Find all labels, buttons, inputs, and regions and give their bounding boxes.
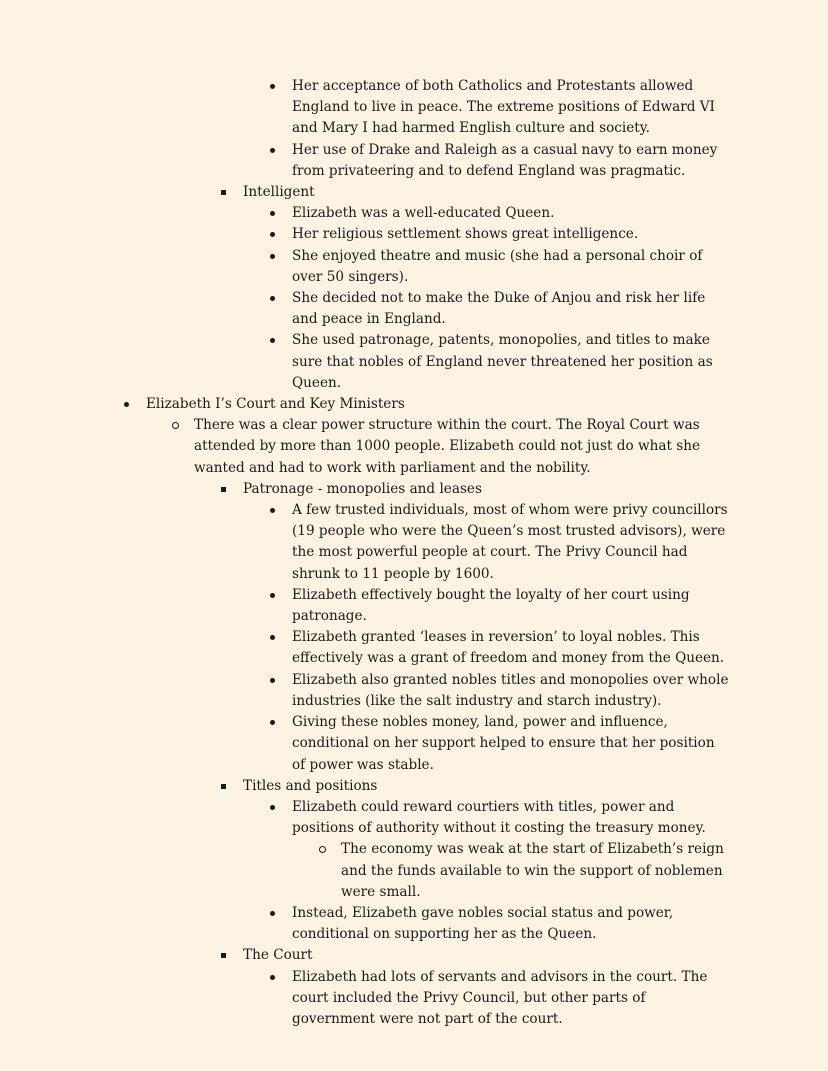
list-item (292, 712, 732, 776)
list-item (292, 246, 732, 288)
list-item-text: Her acceptance of both Catholics and Protestants allowed England to live in peace. The extreme positions of Edward VI and Mary I had harmed English culture and society. (292, 78, 715, 137)
list-item (292, 224, 732, 245)
list-item-text: There was a clear power structure within the court. The Royal Court was attended by more than 1000 people. Elizabeth could not just do what she wanted and had to work with parliament and the nobility. (194, 417, 701, 476)
list-item-text: Elizabeth had lots of servants and advisors in the court. The court included the Privy Council, but other parts of government were not part of the court. (292, 968, 708, 1027)
list-item (292, 288, 732, 330)
list-item (292, 670, 732, 712)
list-item (292, 585, 732, 627)
document-page (0, 76, 828, 1030)
list-item (292, 203, 732, 224)
list-item (292, 967, 732, 1031)
list-item (292, 140, 732, 182)
list-item-text: Elizabeth I’s Court and Key Ministers (146, 396, 405, 413)
list-item-text: Elizabeth was a well-educated Queen. (292, 205, 555, 222)
list-item-text: Instead, Elizabeth gave nobles social status and power, conditional on supporting her as the Queen. (292, 904, 674, 943)
list-item-text: Elizabeth could reward courtiers with titles, power and positions of authority without it costing the treasury money. (292, 798, 706, 837)
list-item-text: She enjoyed theatre and music (she had a personal choir of over 50 singers). (292, 247, 703, 285)
list-item-text: The Court (243, 947, 313, 964)
list-item-text: Her religious settlement shows great intelligence. (292, 226, 639, 243)
list-item-text: The economy was weak at the start of Elizabeth’s reign and the funds available to win the support of noblemen were small. (341, 841, 724, 900)
list-item (292, 903, 732, 945)
list-item (292, 797, 732, 839)
list-item (243, 479, 723, 500)
list-item-text: Elizabeth also granted nobles titles and monopolies over whole industries (like the salt industry and starch industry). (292, 671, 729, 709)
list-item (292, 76, 732, 140)
list-item-text: A few trusted individuals, most of whom were privy councillors (19 people who were the Queen’s most trusted advisors), were the most powerful people at court. The Privy Council had shrunk to 11 people by 1600. (292, 502, 728, 582)
list-item (194, 415, 714, 479)
list-item (243, 945, 723, 966)
list-item (243, 776, 723, 797)
list-item-text: Elizabeth granted ‘leases in reversion’ to loyal nobles. This effectively was a grant of freedom and money from the Queen. (292, 629, 725, 667)
list-item-text: She decided not to make the Duke of Anjou and risk her life and peace in England. (292, 290, 706, 328)
list-item-text: Giving these nobles money, land, power and influence, conditional on her support helped to ensure that her position of power was stable. (292, 714, 715, 773)
list-item (292, 627, 732, 669)
list-item-text: Elizabeth effectively bought the loyalty of her court using patronage. (292, 586, 690, 625)
list-item (341, 839, 731, 903)
list-item-text: Titles and positions (243, 777, 378, 794)
list-item-text: Patronage - monopolies and leases (243, 480, 482, 497)
list-item (292, 330, 732, 394)
list-item (243, 182, 723, 203)
list-item (146, 394, 736, 415)
list-item (292, 500, 732, 585)
list-item-text: She used patronage, patents, monopolies, and titles to make sure that nobles of England never threatened her position as Queen. (292, 332, 713, 391)
list-item-text: Intelligent (243, 184, 315, 201)
list-item-text: Her use of Drake and Raleigh as a casual navy to earn money from privateering and to defend England was pragmatic. (292, 141, 718, 179)
